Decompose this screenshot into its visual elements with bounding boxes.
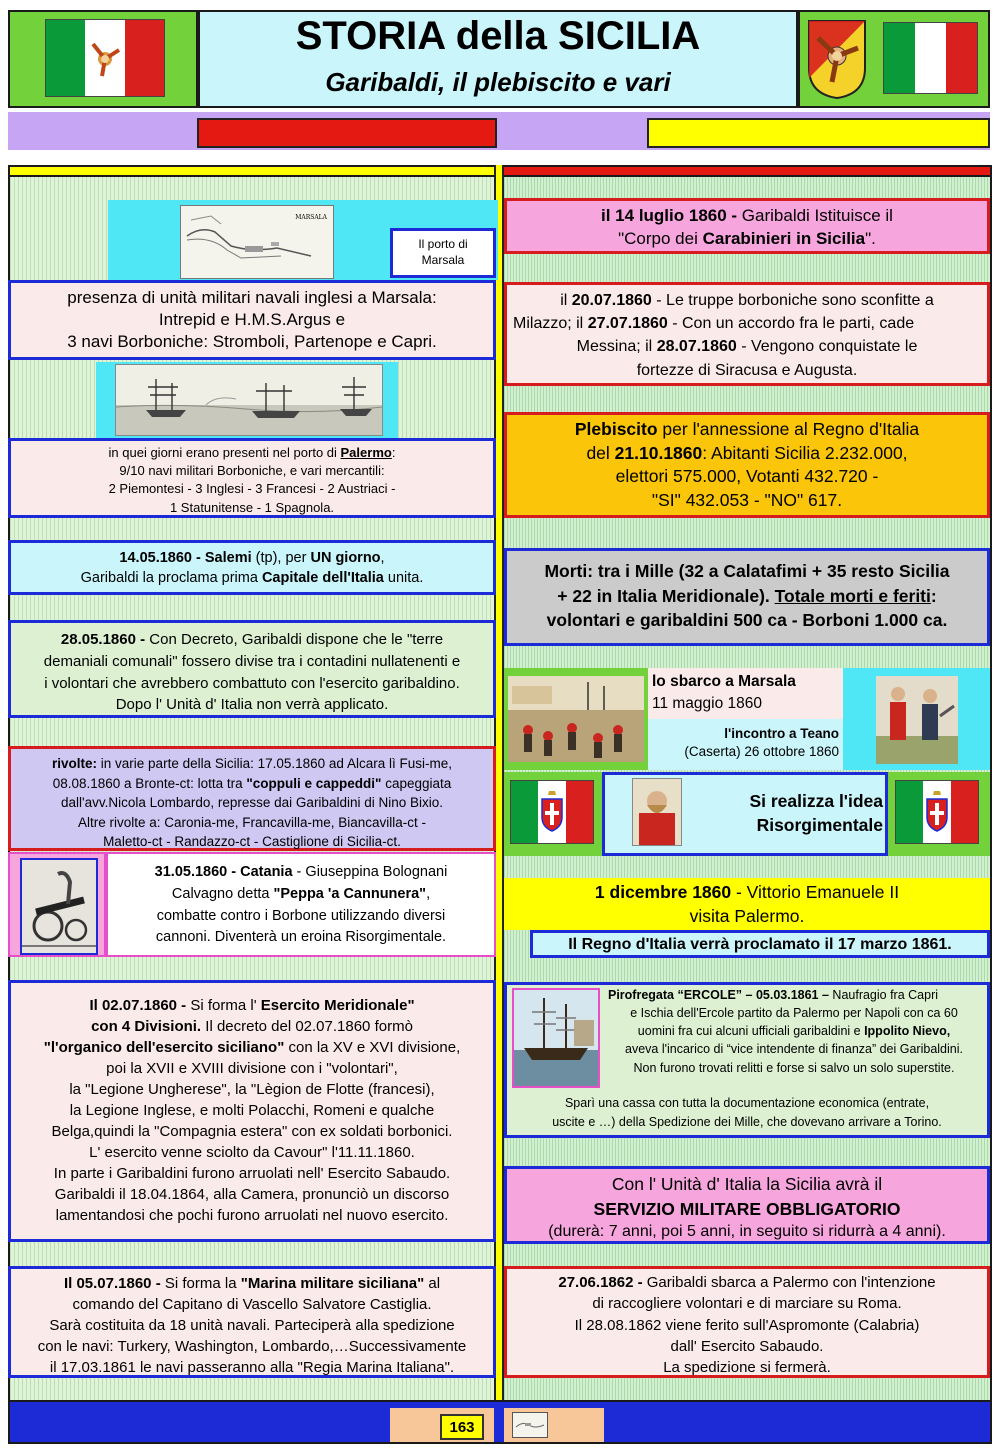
sbarco-marsala-painting-image: [508, 676, 644, 762]
carabinieri-box: il 14 luglio 1860 - Garibaldi Istituisce il "Corpo dei Carabinieri in Sicilia".: [504, 198, 990, 254]
garibaldi-portrait-image: [632, 778, 682, 846]
servizio-militare-box: Con l' Unità d' Italia la Sicilia avrà il SERVIZIO MILITARE OBBLIGATORIO (durerà: 7 anni, poi 5 anni, in seguito si ridurrà a 4 anni).: [504, 1166, 990, 1244]
cannon-engraving-image: [20, 858, 98, 955]
marsala-map-label: MARSALA: [295, 214, 327, 221]
left-column-top-strip: [8, 165, 498, 177]
right-column-top-strip: [502, 165, 992, 177]
red-bar: [197, 118, 497, 148]
savoy-flag-left-icon: [510, 780, 594, 844]
italian-flag-icon: [883, 22, 978, 94]
ercole-text: Pirofregata “ERCOLE” – 05.03.1861 – Naufragio fra Capri e Ischia dell'Ercole partito da Palermo per Napoli con ca 60 uomini fra cui alcuni ufficiali garibaldini e Ippolito Nievo, aveva l'incarico di “vice intendente di finanza” dei Garibaldini. Non furono trovati relitti e forse si salvo un solo superstite.: [608, 988, 963, 1075]
rivolte-box: rivolte: in varie parte della Sicilia: 17.05.1860 ad Alcara lì Fusi-me, 08.08.1860 a Bronte-ct: lotta tra "coppuli e cappeddi" capeggiata dall'avv.Nicola Lombardo, represse dai Garibaldini di Nino Bixio. Altre rivolte a: Caronia-me, Francavilla-me, Biancavilla-ct - Maletto-ct - Randazzo-ct - Castiglione di Sicilia-ct.: [8, 746, 496, 851]
marina-siciliana-box: Il 05.07.1860 - Si forma la "Marina militare siciliana" al comando del Capitano di Vascello Salvatore Castiglia. Sarà costituita da 18 unità navali. Parteciperà alla spedizione con le navi: Turkery, Washington, Lombardo,…Successivamente il 17.03.1861 le navi passeranno alla "Regia Marina Italiana".: [8, 1266, 496, 1378]
ercole-cassa-text: Sparì una cassa con tutta la documentazione economica (entrate, uscite e …) della Spedizione dei Mille, che dovevano arrivare a Torino.: [552, 1096, 942, 1129]
teano-caption: l'incontro a Teano (Caserta) 26 ottobre 1860: [648, 719, 843, 770]
aspromonte-box: 27.06.1862 - Garibaldi sbarca a Palermo con l'intenzione di raccogliere volontari e di marciare su Roma. Il 28.08.1862 viene ferito sull'Aspromonte (Calabria) dall' Esercito Sabaudo. La spedizione si fermerà.: [504, 1266, 990, 1378]
british-ships-marsala-box: presenza di unità militari navali inglesi a Marsala: Intrepid e H.M.S.Argus e 3 navi Borboniche: Stromboli, Partenope e Capri.: [8, 280, 496, 360]
page-number: 163: [440, 1414, 484, 1440]
marsala-port-caption: Il porto di Marsala: [390, 228, 496, 278]
salemi-box: 14.05.1860 - Salemi (tp), per UN giorno, Garibaldi la proclama prima Capitale dell'Italia unita.: [8, 540, 496, 595]
morti-feriti-box: Morti: tra i Mille (32 a Calatafimi + 35 resto Sicilia + 22 in Italia Meridionale). Totale morti e feriti: volontari e garibaldini 500 ca - Borboni 1.000 ca.: [504, 548, 990, 646]
page-subtitle: Garibaldi, il plebiscito e vari: [325, 67, 671, 97]
esercito-meridionale-box: Il 02.07.1860 - Si forma l' Esercito Meridionale" con 4 Divisioni. Il decreto del 02.07.1860 formò "l'organico dell'esercito siciliano" con la XV e XVI divisione, poi la XVII e XVIII divisione con i "volontari", la "Legione Ungherese", la "Lègion de Flotte (francesi), la Legione Inglese, e molti Polacchi, Romeni e qualche Belga,quindi la "Compagnia estera" con ex soldati borbonici. L' esercito venne sciolto da Cavour" l'11.11.1860. In parte i Garibaldini furono arruolati nell' Esercito Sabaudo. Garibaldi il 18.04.1864, alla Camera, pronunciò un discorso lamentandosi che pochi furono arruolati nel nuovo esercito.: [8, 980, 496, 1242]
dicembre-box: 1 dicembre 1860 - Vittorio Emanuele II visita Palermo.: [504, 878, 990, 930]
footer-bar: [8, 1400, 992, 1444]
catania-peppa-box: 31.05.1860 - Catania - Giuseppina Bolognani Calvagno detta "Peppa 'a Cannunera", combatte contro i Borbone utilizzando diversi cannoni. Diventerà un eroina Risorgimentale.: [106, 852, 496, 957]
idea-risorgimentale-text: Si realizza l'idea Risorgimentale: [749, 791, 883, 835]
page-title: STORIA della SICILIA: [295, 14, 701, 58]
battaglie-box: il 20.07.1860 - Le truppe borboniche sono sconfitte a Milazzo; il 27.07.1860 - Con un accordo fra le parti, cade Messina; il 28.07.1860 - Vengono conquistate le fortezze di Siracusa e Augusta.: [504, 282, 990, 386]
trinacria-italian-flag-icon: [45, 19, 165, 97]
sicily-coat-of-arms-icon: [806, 18, 868, 100]
savoy-flag-right-icon: [895, 780, 979, 844]
plebiscito-box: Plebiscito per l'annessione al Regno d'Italia del 21.10.1860: Abitanti Sicilia 2.232.000, elettori 575.000, Votanti 432.720 - "SI" 432.053 - "NO" 617.: [504, 412, 990, 518]
regno-proclamato-box: Il Regno d'Italia verrà proclamato il 17 marzo 1861.: [530, 930, 990, 958]
teano-meeting-painting-image: [876, 676, 958, 764]
palermo-port-box: in quei giorni erano presenti nel porto di Palermo: 9/10 navi militari Borboniche, e vari mercantili: 2 Piemontesi - 3 Inglesi - 3 Francesi - 2 Austriaci - 1 Statunitense - 1 Spagnola.: [8, 438, 496, 518]
marsala-map-image: [180, 205, 334, 279]
sbarco-marsala-caption: lo sbarco a Marsala 11 maggio 1860: [648, 668, 843, 719]
ercole-frigate-image: [512, 988, 600, 1088]
ships-engraving-image: [115, 364, 383, 436]
yellow-bar: [647, 118, 990, 148]
footer-map-thumbnail-icon: [512, 1412, 548, 1438]
decreto-terre-box: 28.05.1860 - Con Decreto, Garibaldi dispone che le "terre demaniali comunali" fossero divise tra i contadini nullatenenti e i volontari che avrebbero combattuto con l'esercito garibaldino. Dopo l' Unità d' Italia non verrà applicato.: [8, 620, 496, 718]
